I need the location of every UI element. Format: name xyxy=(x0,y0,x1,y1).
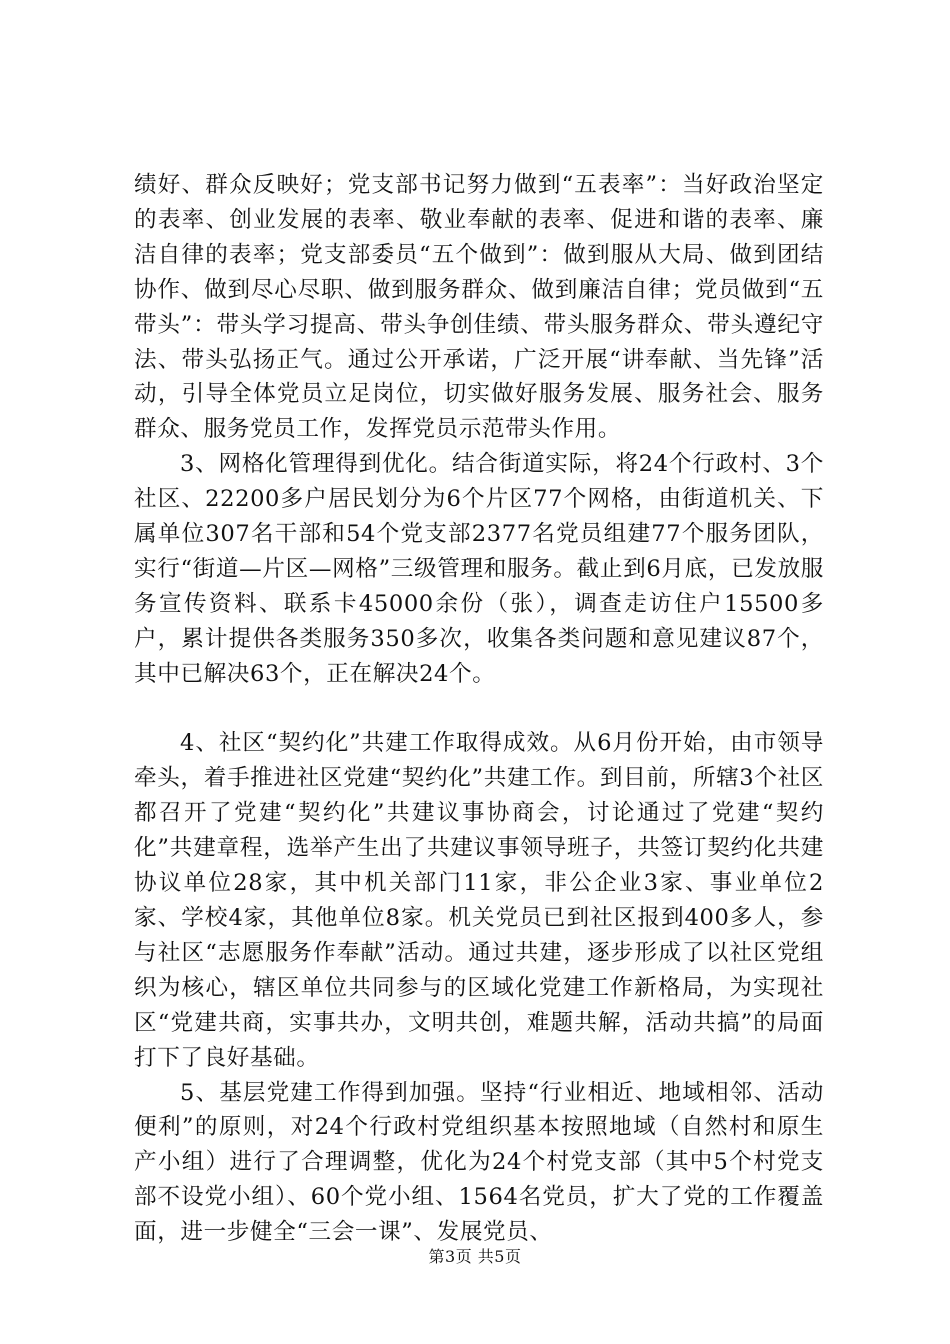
paragraph-community-contract: 4、社区“契约化”共建工作取得成效。从6月份开始，由市领导牵头，着手推进社区党建“契约化”共建工作。到目前，所辖3个社区都召开了党建“契约化”共建议事协商会，讨论通过了党建“契约化”共建章程，选举产生出了共建议事领导班子，共签订契约化共建协议单位28家，其中机关部门11家，非公企业3家、事业单位2家、学校4家，其他单位8家。机关党员已到社区报到400多人，参与社区“志愿服务作奉献”活动。通过共建，逐步形成了以社区党组织为核心，辖区单位共同参与的区域化党建工作新格局，为实现社区“党建共商，实事共办，文明共创，难题共解，活动共搞”的局面打下了良好基础。 xyxy=(134,730,824,1071)
paragraph-gap xyxy=(134,692,824,727)
document-body xyxy=(134,168,824,1250)
paragraph-grassroots-party: 5、基层党建工作得到加强。坚持“行业相近、地域相邻、活动便利”的原则，对24个行政村党组织基本按照地域（自然村和原生产小组）进行了合理调整，优化为24个村党支部（其中5个村党支部不设党小组）、60个党小组、1564名党员，扩大了党的工作覆盖面，进一步健全“三会一课”、发展党员、 xyxy=(134,1079,824,1246)
page-footer: 第3页 共5页 xyxy=(428,1247,522,1266)
paragraph-continuation: 绩好、群众反映好；党支部书记努力做到“五表率”：当好政治坚定的表率、创业发展的表率、敬业奉献的表率、促进和谐的表率、廉洁自律的表率；党支部委员“五个做到”：做到服从大局、做到团结协作、做到尽心尽职、做到服务群众、做到廉洁自律；党员做到“五带头”：带头学习提高、带头争创佳绩、带头服务群众、带头遵纪守法、带头弘扬正气。通过公开承诺，广泛开展“讲奉献、当先锋”活动，引导全体党员立足岗位，切实做好服务发展、服务社会、服务群众、服务党员工作，发挥党员示范带头作用。 xyxy=(134,172,824,443)
paragraph-grid-management: 3、网格化管理得到优化。结合街道实际，将24个行政村、3个社区、22200多户居民划分为6个片区77个网格，由街道机关、下属单位307名干部和54个党支部2377名党员组建77个服务团队，实行“街道—片区—网格”三级管理和服务。截止到6月底，已发放服务宣传资料、联系卡45000余份（张），调查走访住户15500多户，累计提供各类服务350多次，收集各类问题和意见建议87个，其中已解决63个，正在解决24个。 xyxy=(134,451,824,687)
